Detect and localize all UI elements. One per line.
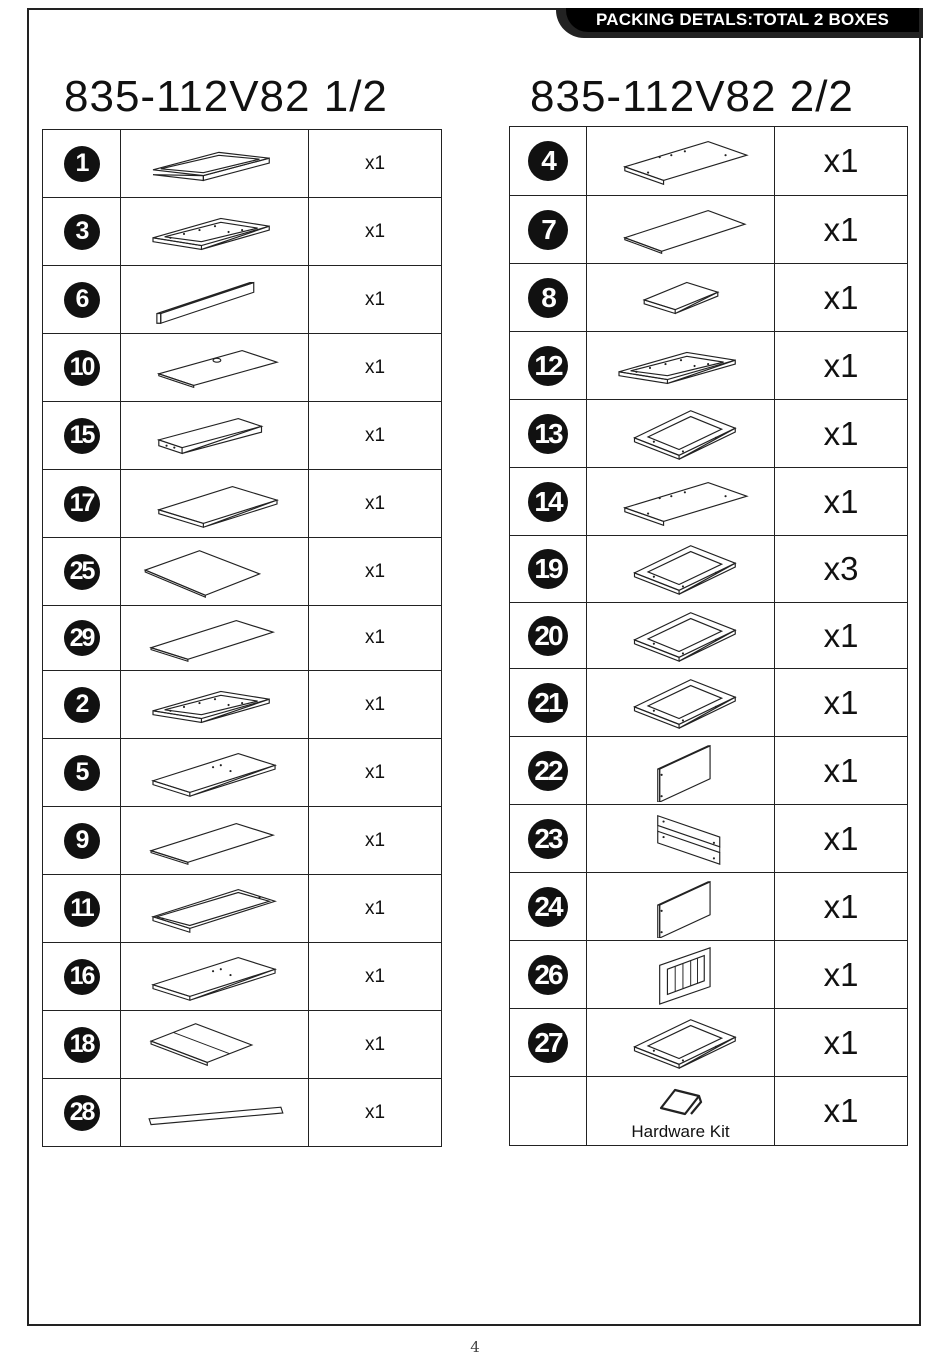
quantity-cell: [775, 127, 908, 196]
quantity-value: x1: [364, 627, 386, 648]
quantity-value: x1: [364, 424, 386, 446]
quantity-value: x1: [364, 220, 386, 242]
part-number-cell: [510, 264, 587, 332]
quantity-cell: [309, 538, 442, 606]
quantity-value: x1: [364, 288, 386, 310]
table-row: [43, 334, 442, 402]
part-illustration-cell: [587, 941, 775, 1009]
part-number-badge: 27: [528, 1023, 568, 1063]
quantity-value: x1: [364, 492, 386, 514]
quantity-cell: [309, 739, 442, 807]
table-row: [43, 1011, 442, 1079]
quantity-value: x1: [823, 819, 859, 857]
quantity-cell: [309, 402, 442, 470]
quantity-value: x1: [823, 1092, 859, 1129]
frame-holes-illustration: [121, 201, 309, 263]
frame-open-illustration: [587, 605, 775, 667]
hardware-kit-label: Hardware Kit: [631, 1122, 730, 1141]
part-number-cell: [43, 606, 121, 671]
table-row: [510, 127, 908, 196]
table-row: [43, 671, 442, 739]
split-panel-illustration: [121, 1014, 309, 1076]
long-board-dots-illustration: [121, 946, 309, 1008]
part-number-cell: [510, 669, 587, 737]
quantity-value: x1: [823, 616, 859, 654]
table-row: [510, 536, 908, 603]
part-number-cell: [510, 805, 587, 873]
part-number-cell: [510, 873, 587, 941]
part-illustration-cell: [587, 805, 775, 873]
part-number-cell: [510, 1077, 587, 1146]
quantity-cell: [775, 737, 908, 805]
part-illustration-cell: [587, 196, 775, 264]
table-row: [43, 875, 442, 943]
table-row: [43, 606, 442, 671]
part-illustration-cell: [587, 400, 775, 468]
part-number-badge: 16: [64, 959, 100, 995]
quantity-value: x1: [823, 1023, 859, 1061]
quantity-value: x1: [364, 965, 386, 987]
quantity-value: x1: [823, 751, 859, 789]
part-number-badge: 3: [64, 214, 100, 250]
part-number-badge: 13: [528, 414, 568, 454]
long-board-edge-illustration: [121, 878, 309, 940]
part-illustration-cell: [121, 470, 309, 538]
box1-title: 835-112V82 1/2: [64, 72, 388, 121]
table-row: [510, 196, 908, 264]
quantity-value: x3: [823, 550, 859, 587]
panel-thin-wide-illustration: [121, 541, 309, 603]
part-number-cell: [43, 943, 121, 1011]
frame-holes-illustration: [587, 335, 775, 397]
quantity-cell: [309, 875, 442, 943]
quantity-cell: [309, 334, 442, 402]
part-illustration-cell: [121, 1011, 309, 1079]
part-number-cell: [43, 1079, 121, 1147]
quantity-cell: [775, 536, 908, 603]
part-number-cell: [43, 334, 121, 402]
quantity-cell: [309, 1079, 442, 1147]
quantity-value: x1: [364, 1033, 386, 1055]
frame-open-illustration: [587, 1012, 775, 1074]
part-number-badge: 4: [528, 141, 568, 181]
panel-plain-illustration: [587, 199, 775, 261]
quantity-value: x1: [823, 887, 859, 925]
part-number-badge: 2: [64, 687, 100, 723]
quantity-cell: [775, 1009, 908, 1077]
table-row: [510, 332, 908, 400]
part-number-cell: [510, 400, 587, 468]
table-row: [510, 1009, 908, 1077]
part-number-badge: 6: [64, 282, 100, 318]
part-illustration-cell: [587, 264, 775, 332]
quantity-cell: [309, 943, 442, 1011]
quantity-cell: [775, 196, 908, 264]
part-number-cell: [510, 737, 587, 805]
part-number-cell: [43, 671, 121, 739]
quantity-cell: [775, 873, 908, 941]
quantity-cell: [309, 130, 442, 198]
box2-title: 835-112V82 2/2: [530, 72, 854, 121]
part-number-badge: 26: [528, 955, 568, 995]
table-row: [510, 737, 908, 805]
part-number-badge: 18: [64, 1027, 100, 1063]
part-illustration-cell: [121, 671, 309, 739]
part-number-cell: [43, 807, 121, 875]
quantity-cell: [775, 805, 908, 873]
part-illustration-cell: [121, 198, 309, 266]
table-row: [43, 130, 442, 198]
part-illustration-cell: [587, 332, 775, 400]
quantity-value: x1: [364, 1101, 386, 1123]
part-number-badge: 10: [64, 350, 100, 386]
part-number-cell: [43, 875, 121, 943]
quantity-cell: [775, 1077, 908, 1146]
frame-tray-illustration: [121, 133, 309, 195]
part-illustration-cell: [587, 603, 775, 669]
rail-illustration: [121, 269, 309, 331]
part-number-cell: [510, 536, 587, 603]
table-row: [43, 943, 442, 1011]
part-illustration-cell: [121, 266, 309, 334]
packing-banner: [556, 8, 923, 38]
quantity-cell: [309, 606, 442, 671]
packing-banner-text: PACKING DETALS:TOTAL 2 BOXES: [566, 8, 919, 32]
frame-open-illustration: [587, 403, 775, 465]
part-number-cell: [43, 538, 121, 606]
part-number-cell: [43, 402, 121, 470]
part-number-cell: [43, 198, 121, 266]
quantity-cell: [309, 807, 442, 875]
part-number-badge: 28: [64, 1095, 100, 1131]
part-number-badge: 24: [528, 887, 568, 927]
quantity-cell: [309, 1011, 442, 1079]
grill-panel-illustration: [587, 944, 775, 1006]
part-number-badge: 20: [528, 616, 568, 656]
part-number-cell: [510, 127, 587, 196]
part-number-badge: 1: [64, 146, 100, 182]
part-illustration-cell: [587, 1009, 775, 1077]
table-row: [43, 739, 442, 807]
slat-illustration: [121, 1082, 309, 1144]
table-row: [510, 669, 908, 737]
part-number-badge: 15: [64, 418, 100, 454]
table-row: [510, 264, 908, 332]
quantity-cell: [309, 671, 442, 739]
hardware-kit-illustration: [587, 1080, 775, 1122]
quantity-cell: [775, 400, 908, 468]
part-illustration-cell: [121, 875, 309, 943]
panel-center-hole-illustration: [121, 337, 309, 399]
part-number-badge: 29: [64, 620, 100, 656]
vertical-panel-illustration: [587, 876, 775, 938]
part-number-cell: [510, 332, 587, 400]
quantity-cell: [775, 941, 908, 1009]
table-row: [510, 1077, 908, 1146]
part-number-badge: 12: [528, 346, 568, 386]
vertical-rails-illustration: [587, 808, 775, 870]
part-illustration-cell: [587, 1077, 775, 1146]
table-row: [510, 400, 908, 468]
panel-dots-illustration: [587, 130, 775, 192]
frame-open-illustration: [587, 538, 775, 600]
part-illustration-cell: [121, 130, 309, 198]
part-number-cell: [510, 941, 587, 1009]
quantity-value: x1: [823, 683, 859, 721]
part-illustration-cell: [121, 606, 309, 671]
panel-dots-illustration: [587, 471, 775, 533]
part-number-badge: 8: [528, 278, 568, 318]
part-number-badge: 17: [64, 486, 100, 522]
frame-open-illustration: [587, 672, 775, 734]
panel-thick-illustration: [121, 473, 309, 535]
part-number-cell: [43, 470, 121, 538]
table-row: [510, 873, 908, 941]
table-row: [43, 470, 442, 538]
quantity-value: x1: [823, 414, 859, 452]
part-illustration-cell: [121, 739, 309, 807]
part-illustration-cell: [587, 468, 775, 536]
quantity-cell: [775, 669, 908, 737]
quantity-value: x1: [823, 210, 859, 248]
part-illustration-cell: [587, 536, 775, 603]
part-number-cell: [43, 130, 121, 198]
table-row: [43, 538, 442, 606]
vertical-panel-illustration: [587, 740, 775, 802]
quantity-value: x1: [823, 278, 859, 316]
quantity-value: x1: [364, 693, 386, 715]
quantity-value: x1: [823, 346, 859, 384]
quantity-cell: [775, 332, 908, 400]
part-number-cell: [510, 1009, 587, 1077]
table-row: [510, 941, 908, 1009]
part-illustration-cell: [587, 873, 775, 941]
quantity-value: x1: [364, 152, 386, 174]
page-number: 4: [470, 1338, 480, 1356]
part-illustration-cell: [121, 1079, 309, 1147]
table-row: [510, 805, 908, 873]
quantity-value: x1: [364, 829, 386, 851]
part-illustration-cell: [587, 669, 775, 737]
part-number-cell: [43, 266, 121, 334]
table-row: [43, 1079, 442, 1147]
table-row: [510, 468, 908, 536]
quantity-cell: [775, 264, 908, 332]
panel-thin-illustration: [121, 810, 309, 872]
box2-parts-table: [509, 126, 908, 1146]
table-row: [43, 266, 442, 334]
table-row: [43, 402, 442, 470]
part-illustration-cell: [121, 943, 309, 1011]
quantity-value: x1: [823, 142, 859, 179]
part-number-cell: [43, 1011, 121, 1079]
part-number-cell: [43, 739, 121, 807]
table-row: [43, 198, 442, 266]
part-illustration-cell: [121, 334, 309, 402]
part-number-badge: 25: [64, 554, 100, 590]
panel-thin-illustration: [121, 607, 309, 669]
quantity-value: x1: [823, 482, 859, 520]
quantity-cell: [775, 603, 908, 669]
part-number-badge: 11: [64, 891, 100, 927]
quantity-cell: [309, 266, 442, 334]
quantity-value: x1: [364, 560, 386, 582]
quantity-value: x1: [823, 955, 859, 993]
quantity-value: x1: [364, 761, 386, 783]
small-board-illustration: [587, 267, 775, 329]
part-number-cell: [510, 196, 587, 264]
part-illustration-cell: [121, 402, 309, 470]
part-number-cell: [510, 468, 587, 536]
part-number-cell: [510, 603, 587, 669]
quantity-value: x1: [364, 897, 386, 919]
part-illustration-cell: [121, 807, 309, 875]
part-number-badge: 19: [528, 549, 568, 589]
part-number-badge: 9: [64, 823, 100, 859]
part-number-badge: 23: [528, 819, 568, 859]
part-illustration-cell: [587, 127, 775, 196]
quantity-cell: [309, 470, 442, 538]
part-illustration-cell: [121, 538, 309, 606]
part-number-badge: 21: [528, 683, 568, 723]
thick-board-illustration: [121, 405, 309, 467]
box1-parts-table: [42, 129, 442, 1147]
part-number-badge: 22: [528, 751, 568, 791]
part-number-badge: 7: [528, 210, 568, 250]
table-row: [510, 603, 908, 669]
long-board-dots-illustration: [121, 742, 309, 804]
table-row: [43, 807, 442, 875]
frame-holes-illustration: [121, 674, 309, 736]
part-illustration-cell: [587, 737, 775, 805]
quantity-cell: [309, 198, 442, 266]
quantity-cell: [775, 468, 908, 536]
part-number-badge: 5: [64, 755, 100, 791]
part-number-badge: 14: [528, 482, 568, 522]
quantity-value: x1: [364, 356, 386, 378]
